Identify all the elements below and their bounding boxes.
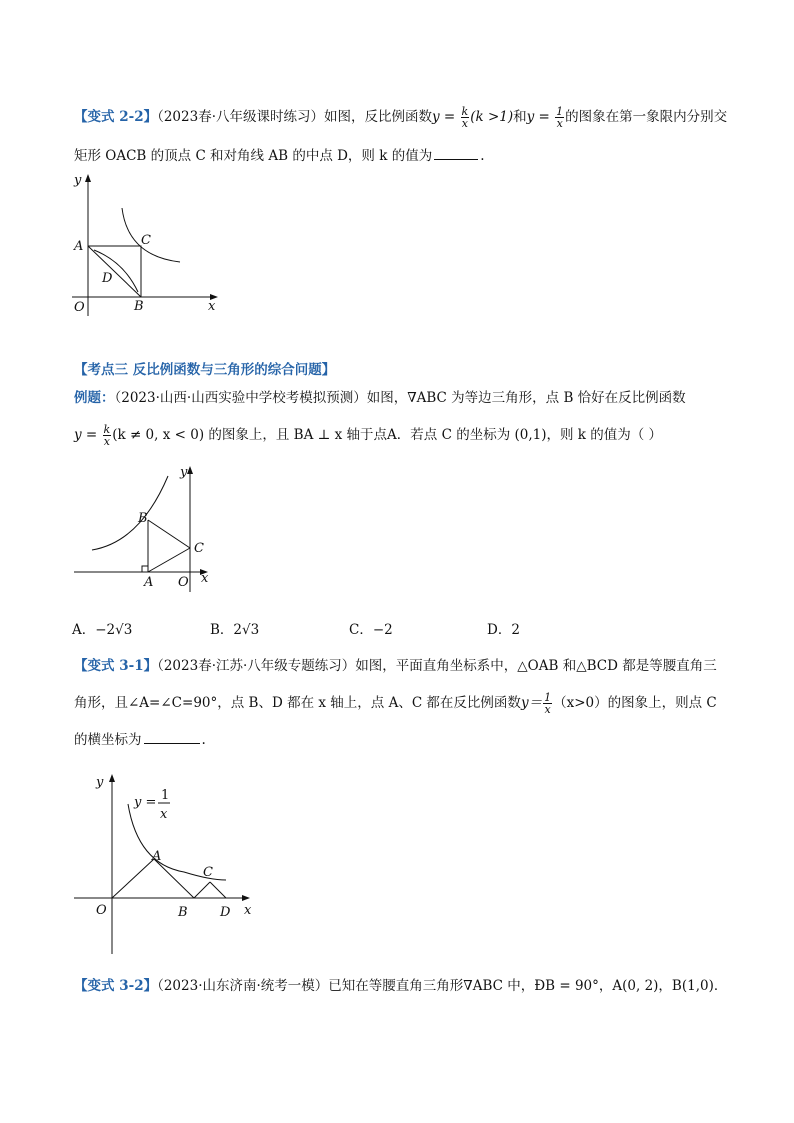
label-c: C <box>141 233 151 248</box>
curve-label-den: x <box>160 807 168 822</box>
question-tag: 【变式 2-2】 <box>74 109 158 125</box>
example-line2: y = $\frac{k}{x}$ (k ≠ 0, x < 0) 的图象上，且 BA ⊥ x 轴于点A．若点 C 的坐标为 (0,1)，则 k 的值为（ ） <box>74 423 663 448</box>
label-b: B <box>134 299 144 314</box>
label-y: y <box>180 465 188 480</box>
question-tag: 【变式 3-2】 <box>74 978 158 994</box>
segment-bc <box>194 882 210 898</box>
question-v22-line1: 【变式 2-2】（2023春·八年级课时练习）如图，反比例函数y = $\frac{k}{x}$ (k >1)和y = $\frac{1}{x}$ 的图象在第一象限内分别交 <box>74 105 728 130</box>
curve-label-num: 1 <box>161 788 170 803</box>
label-x: x <box>208 299 216 314</box>
period: . <box>201 732 206 748</box>
question-text: （2023春·江苏·八年级专题练习）如图，平面直角坐标系中，△OAB 和△BCD 都是等腰直角三 <box>157 658 717 674</box>
segment-cd <box>210 882 226 898</box>
question-text: （x>0）的图象上，则点 C <box>553 695 717 711</box>
curve-label-lhs: y = <box>134 795 157 810</box>
fraction-1-over-x: $\frac{1}{x}$ <box>556 105 564 130</box>
option-a[interactable]: A．−2√3 <box>72 622 133 638</box>
label-d: D <box>102 271 113 286</box>
option-c[interactable]: C．−2 <box>349 622 393 638</box>
label-y: y <box>74 173 82 188</box>
label-a: A <box>152 849 162 864</box>
segment-ab <box>154 859 194 898</box>
example-text: （2023·山西·山西实验中学校考模拟预测）如图，∇ABC 为等边三角形，点 B 恰好在反比例函数 <box>114 390 686 406</box>
label-a: A <box>144 575 154 590</box>
question-v31-line2 <box>74 692 717 715</box>
question-v32-line1 <box>74 976 727 996</box>
diagonal-ab <box>88 246 141 297</box>
question-text: 如图，反比例函数 <box>324 109 432 125</box>
y-axis-arrow <box>85 174 91 182</box>
option-d[interactable]: D．2 <box>487 622 520 638</box>
label-o: O <box>74 300 85 315</box>
question-v31-line3 <box>74 730 206 750</box>
label-c: C <box>203 865 213 880</box>
question-text: 角形，且∠A=∠C=90°，点 B、D 都在 x 轴上，点 A、C 都在反比例函数 <box>74 695 521 711</box>
question-text: 矩形 OACB 的顶点 C 和对角线 AB 的中点 D，则 k 的值为 <box>74 148 433 164</box>
question-text: 的图象在第一象限内分别交 <box>565 109 728 125</box>
curve-y-1-over-x <box>94 250 138 292</box>
question-v22-line2 <box>74 146 485 166</box>
fraction-k-over-x: $\frac{k}{x}$ <box>103 423 111 448</box>
y-axis-arrow <box>187 466 193 474</box>
equation-lhs: y＝ <box>520 695 543 711</box>
curve-y-k-over-x <box>92 476 168 550</box>
example-text: (k ≠ 0, x < 0) 的图象上，且 BA ⊥ x 轴于点A．若点 C 的坐标为 (0,1)，则 k 的值为（ ） <box>112 427 663 443</box>
segment-bc <box>148 520 190 548</box>
label-y: y <box>96 775 104 790</box>
question-tag: 【变式 3-1】 <box>74 658 158 674</box>
y-axis-arrow <box>109 774 115 782</box>
x-axis-arrow <box>242 895 250 901</box>
section-heading: 【考点三 反比例函数与三角形的综合问题】 <box>74 362 336 378</box>
figure-isosceles-right-triangles <box>70 768 270 958</box>
period: . <box>480 148 485 164</box>
figure-rectangle-oacb <box>64 170 224 320</box>
label-x: x <box>201 571 209 586</box>
label-b: B <box>178 905 188 920</box>
equation-condition: (k >1) <box>470 109 514 125</box>
figure-equilateral-triangle <box>70 462 220 594</box>
question-text: （2023·山东济南·统考一模）已知在等腰直角三角形∇ABC 中，ÐB = 90°，A(0, 2)，B(1,0)． <box>157 978 728 994</box>
label-o: O <box>96 903 107 918</box>
label-d: D <box>220 905 231 920</box>
segment-oa <box>112 859 154 898</box>
example-tag: 例题： <box>74 390 115 406</box>
label-b: B <box>138 511 148 526</box>
label-o: O <box>178 575 189 590</box>
fraction-k-over-x: $\frac{k}{x}$ <box>461 105 469 130</box>
answer-blank[interactable] <box>434 147 478 160</box>
question-v31-line1 <box>74 656 717 676</box>
label-a: A <box>74 239 84 254</box>
answer-blank[interactable] <box>144 731 200 744</box>
option-b[interactable]: B．2√3 <box>210 622 260 638</box>
equation-lhs: y <box>432 109 440 125</box>
label-c: C <box>194 541 204 556</box>
question-source: （2023春·八年级课时练习） <box>157 109 324 125</box>
curve-y-k-over-x <box>122 208 180 262</box>
conjunction: 和 <box>513 109 527 125</box>
fraction-1-over-x: $\frac{1}{x}$ <box>544 691 552 716</box>
right-angle-mark <box>142 566 148 572</box>
example-line1 <box>74 388 686 408</box>
equation-lhs: y <box>526 109 535 125</box>
question-text: 的横坐标为 <box>74 732 142 748</box>
equation-lhs: y <box>74 427 82 443</box>
segment-ac <box>148 548 190 572</box>
label-x: x <box>244 903 252 918</box>
